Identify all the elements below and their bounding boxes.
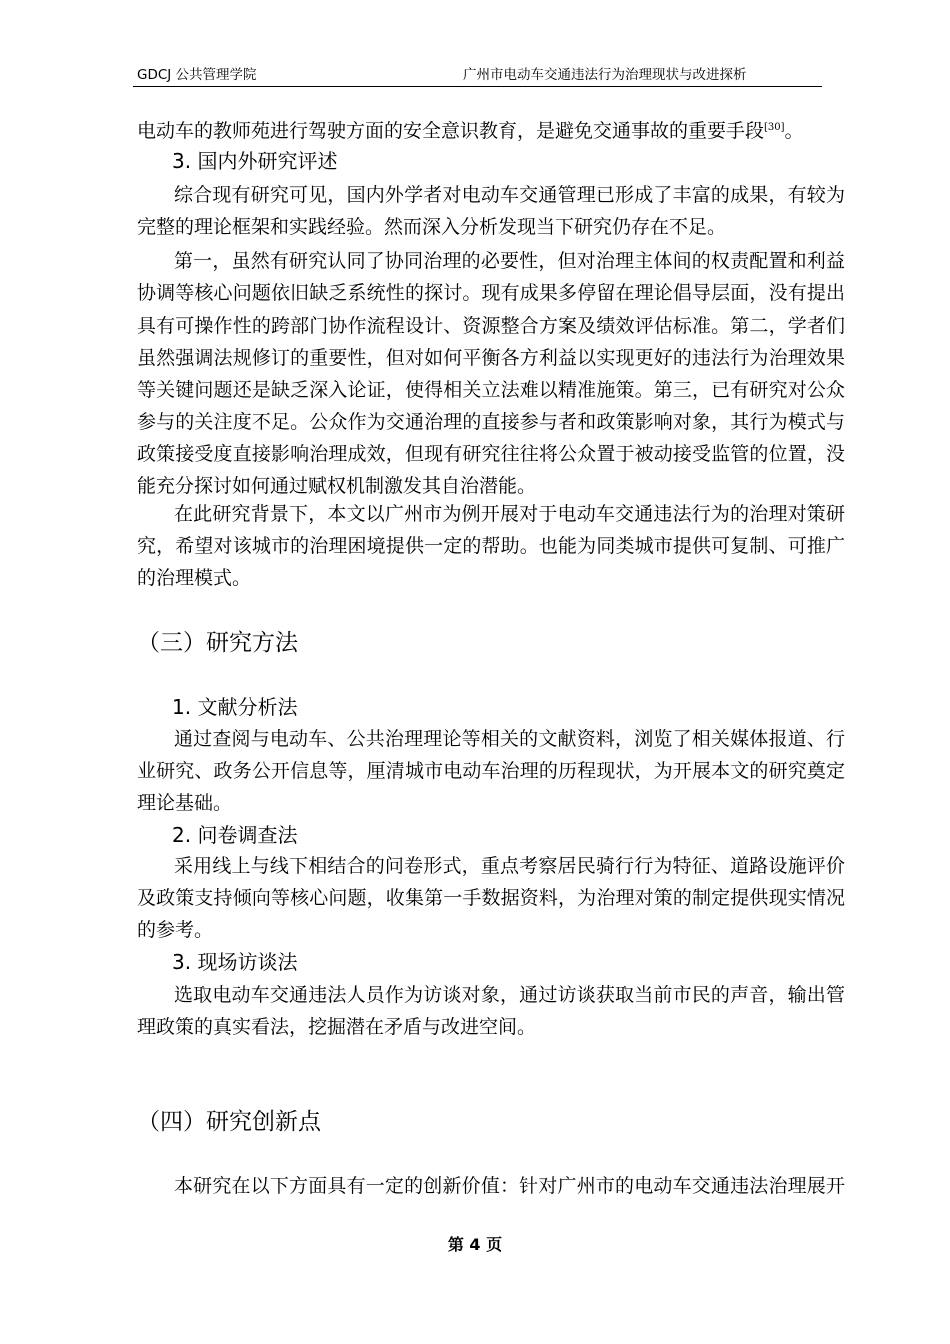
method-heading-survey: 2. 问卷调查法	[172, 823, 298, 847]
paragraph-line: 协调等核心问题依旧缺乏系统性的探讨。现有成果多停留在理论倡导层面，没有提出	[137, 282, 845, 304]
method-heading-interview: 3. 现场访谈法	[172, 950, 298, 974]
intro-end: 。	[784, 120, 804, 142]
section-heading-methods: （三）研究方法	[137, 630, 298, 656]
paragraph-line: 等关键问题还是缺乏深入论证，使得相关立法难以精准施策。第三，已有研究对公众	[137, 379, 845, 401]
paragraph-line: 业研究、政务公开信息等，厘清城市电动车治理的历程现状，为开展本文的研究奠定	[137, 760, 845, 782]
citation[interactable]: [30]	[764, 122, 785, 133]
paragraph-line: 具有可操作性的跨部门协作流程设计、资源整合方案及绩效评估标准。第二，学者们	[137, 315, 845, 337]
paragraph-line: 第一，虽然有研究认同了协同治理的必要性，但对治理主体间的权责配置和利益	[174, 250, 845, 272]
paragraph-line: 综合现有研究可见，国内外学者对电动车交通管理已形成了丰富的成果，有较为	[174, 184, 845, 206]
paragraph-line: 理论基础。	[137, 792, 233, 814]
paragraph-line: 选取电动车交通违法人员作为访谈对象，通过访谈获取当前市民的声音，输出管	[174, 984, 845, 1006]
section-heading-innovation: （四）研究创新点	[137, 1109, 321, 1135]
method-heading-literature: 1. 文献分析法	[172, 695, 298, 719]
paragraph-line: 参与的关注度不足。公众作为交通治理的直接参与者和政策影响对象，其行为模式与	[137, 411, 845, 433]
intro-line	[137, 112, 845, 144]
paragraph-line: 究，希望对该城市的治理困境提供一定的帮助。也能为同类城市提供可复制、可推广	[137, 535, 845, 557]
header-rule	[133, 86, 822, 87]
paragraph-line: 采用线上与线下相结合的问卷形式，重点考察居民骑行行为特征、道路设施评价	[174, 855, 845, 877]
paragraph-line: 及政策支持倾向等核心问题，收集第一手数据资料，为治理对策的制定提供现实情况	[137, 887, 845, 909]
header-right: 广州市电动车交通违法行为治理现状与改进探析	[463, 67, 747, 83]
paragraph-line: 在此研究背景下，本文以广州市为例开展对于电动车交通违法行为的治理对策研	[174, 503, 845, 525]
paragraph-line: 的参考。	[137, 919, 214, 941]
paragraph-line: 理政策的真实看法，挖掘潜在矛盾与改进空间。	[137, 1016, 537, 1038]
paragraph-line: 通过查阅与电动车、公共治理理论等相关的文献资料，浏览了相关媒体报道、行	[174, 728, 845, 750]
paragraph-line: 本研究在以下方面具有一定的创新价值：针对广州市的电动车交通违法治理展开	[174, 1175, 845, 1197]
paragraph-line: 虽然强调法规修订的重要性，但对如何平衡各方利益以实现更好的违法行为治理效果	[137, 347, 845, 369]
paragraph-line: 完整的理论框架和实践经验。然而深入分析发现当下研究仍存在不足。	[137, 216, 727, 238]
paragraph-line: 能充分探讨如何通过赋权机制激发其自治潜能。	[137, 475, 537, 497]
page-number: 第 4 页	[447, 1235, 503, 1254]
paragraph-line: 的治理模式。	[137, 567, 252, 589]
paragraph-line: 政策接受度直接影响治理成效，但现有研究往往将公众置于被动接受监管的位置，没	[137, 443, 845, 465]
section-heading-review: 3. 国内外研究评述	[172, 149, 338, 173]
intro-text: 电动车的教师苑进行驾驶方面的安全意识教育，是避免交通事故的重要手段	[137, 120, 765, 142]
header-left: GDCJ 公共管理学院	[137, 67, 257, 83]
